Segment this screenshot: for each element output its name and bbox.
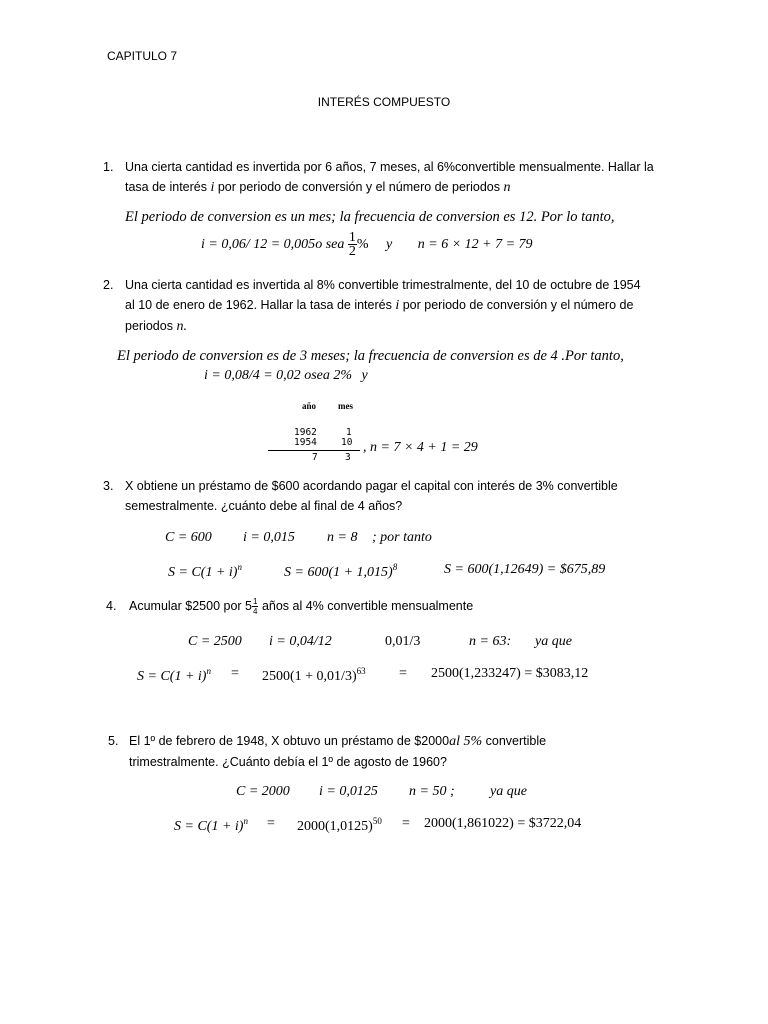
table-cell: 7 <box>312 452 318 463</box>
problem-4-i: i = 0,04/12 <box>269 634 332 649</box>
problem-2-text: Una cierta cantidad es invertida al 8% convertible trimestralmente, del 10 de octubre de 1954 al 10 de enero de 1962. Hallar la tasa de interés i por periodo de conversión y el número de periodos n. <box>125 278 641 334</box>
problem-3-result: S = 600(1,12649) = $675,89 <box>444 562 606 577</box>
problem-3-formula: $S = C(1 + i)^n$ <box>168 562 242 580</box>
problem-2-solution-line2: i = 0,08/4 = 0,02 osea 2% y <box>204 368 368 383</box>
problem-3-text: X obtiene un préstamo de $600 acordando pagar el capital con interés de 3% convertible semestralmente. ¿cuánto debe al final de 4 años? <box>125 479 618 513</box>
problem-4-rate: 0,01/3 <box>385 634 421 649</box>
problem-1-solution-line2: i = 0,06/ 12 = 0,005o sea $\frac{1}{2}$ % y n = 6 × 12 + 7 = 79 <box>201 230 533 260</box>
chapter-heading: CAPITULO 7 <box>107 49 178 63</box>
table-cell: 1962 <box>294 427 317 438</box>
problem-5-c: C = 2000 <box>236 784 290 799</box>
page-title: INTERÉS COMPUESTO <box>317 95 451 109</box>
problem-3-n: n = 8 <box>327 530 358 545</box>
problem-4-substitution: $2500(1 + 0,01/3)^{63}$ <box>262 666 366 684</box>
problem-5-n: n = 50 ; <box>409 784 455 799</box>
problem-4-number: 4. <box>106 599 117 613</box>
problem-5-number: 5. <box>108 734 119 748</box>
problem-4-text: Acumular $2500 por 5 $\frac{1}{4}$ años al 4% convertible mensualmente <box>129 597 474 617</box>
problem-4-c: C = 2500 <box>188 634 242 649</box>
problem-5-ya-que: ya que <box>490 784 527 799</box>
table-cell: 10 <box>341 437 353 448</box>
problem-5-i: i = 0,0125 <box>319 784 378 799</box>
problem-4-result: 2500(1,233247) = $3083,12 <box>431 666 589 681</box>
problem-4-equals-2: = <box>399 666 407 681</box>
problem-1-solution-line1: El periodo de conversion es un mes; la frecuencia de conversion es 12. Por lo tanto, <box>125 209 615 225</box>
table-header-year: año <box>302 401 317 411</box>
problem-3-number: 3. <box>103 479 114 493</box>
problem-5-substitution: $2000(1,0125)^{50}$ <box>297 816 382 834</box>
table-cell: 1 <box>346 427 352 438</box>
problem-3-substitution: $S = 600(1 + 1,015)^8$ <box>284 562 398 580</box>
problem-5-text: El 1º de febrero de 1948, X obtuvo un préstamo de $2000al 5% convertible trimestralmente. ¿Cuánto debía el 1º de agosto de 1960? <box>129 734 547 769</box>
problem-4-formula: $S = C(1 + i)^n$ <box>137 666 211 684</box>
problem-2-n-result: , n = 7 × 4 + 1 = 29 <box>363 440 478 455</box>
table-divider <box>268 450 360 451</box>
table-cell: 1954 <box>294 437 317 448</box>
problem-5-equals-2: = <box>402 816 410 831</box>
problem-4-equals-1: = <box>231 666 239 681</box>
problem-3-por-tanto: ; por tanto <box>372 530 432 545</box>
problem-2-solution-line1: El periodo de conversion es de 3 meses; la frecuencia de conversion es de 4 .Por tanto, <box>117 348 624 364</box>
problem-3-c: C = 600 <box>165 530 212 545</box>
problem-1-text: Una cierta cantidad es invertida por 6 años, 7 meses, al 6%convertible mensualmente. Hallar la tasa de interés i por periodo de conversión y el número de periodos n <box>125 160 654 195</box>
table-cell: 3 <box>345 452 351 463</box>
table-header-month: mes <box>338 401 353 411</box>
one-half-fraction: $\frac{1}{2}$ <box>348 230 356 260</box>
problem-4-ya-que: ya que <box>535 634 572 649</box>
problem-3-i: i = 0,015 <box>243 530 295 545</box>
problem-5-result: 2000(1,861022) = $3722,04 <box>424 816 582 831</box>
problem-5-equals-1: = <box>267 816 275 831</box>
problem-1-number: 1. <box>103 160 114 174</box>
problem-5-formula: $S = C(1 + i)^n$ <box>174 816 248 834</box>
problem-4-n: n = 63: <box>469 634 512 649</box>
problem-2-number: 2. <box>103 278 114 292</box>
